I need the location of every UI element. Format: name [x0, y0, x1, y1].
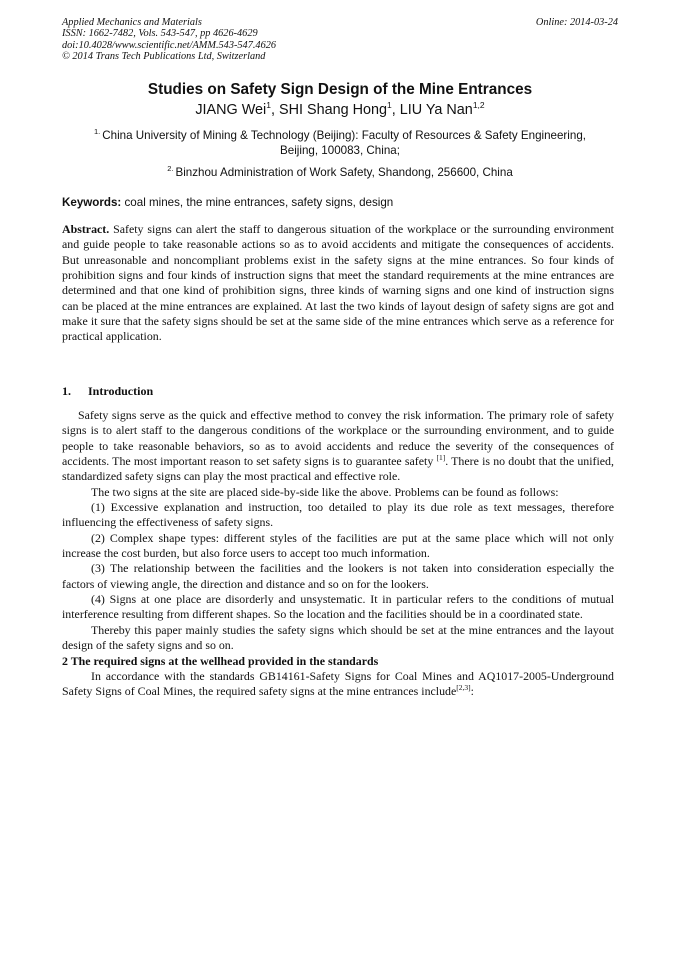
journal-doi: doi:10.4028/www.scientific.net/AMM.543-547.4626: [62, 39, 277, 51]
author-list: [62, 101, 618, 119]
citation: [1]: [436, 453, 446, 463]
keywords: [62, 195, 618, 210]
abstract-text: Safety signs can alert the staff to dangerous situation of the workplace or the surrounding environment and guide people to take reasonable actions so as to avoid accidents and mitigate the consequences of accidents. But unreasonable and noncompliant problems exist in the safety signs at the mine entrances. So four kinds of prohibition signs and four kinds of instruction signs that meet the standard requirements at the mine entrances are determined and that one kind of prohibition signs, three kinds of warning signs and one kind of instruction signs can be placed at the mine entrances are explained. At last the two kinds of layout design of safety signs are got and make it sure that the safety signs should be set at the same side of the mine entrances which serve as a reference for practical application.: [62, 222, 614, 344]
paragraph-text: Safety signs serve as the quick and effective method to convey the risk information. The primary role of safety signs is to alert staff to the dangerous conditions of the workplace or the surrounding environment, and to guide people to take reasonable behaviors, so as to avoid accidents and reduce the severity of the consequences of accidents. The most important reason to set safety signs is to guarantee safety: [62, 408, 614, 469]
section-number: 1.: [62, 384, 71, 398]
affiliation-mark: 2.: [167, 164, 174, 173]
introduction-body: [62, 408, 614, 700]
affiliation-text: Beijing, 100083, China;: [280, 144, 400, 157]
author-separator: ,: [270, 102, 279, 118]
online-date: Online: 2014-03-24: [535, 17, 618, 28]
section-heading-required-signs: 2 The required signs at the wellhead provided in the standards: [62, 653, 379, 668]
author-separator: ,: [391, 102, 400, 118]
paragraph: Thereby this paper mainly studies the safety signs which should be set at the mine entrances and the layout design of the safety signs and so on.: [62, 622, 614, 653]
citation: [2,3]: [456, 683, 471, 693]
keywords-text: coal mines, the mine entrances, safety signs, design: [121, 196, 394, 209]
section-heading-introduction: [62, 384, 153, 399]
paragraph: (4) Signs at one place are disorderly and unsystematic. It in particular refers to the conditions of mutual interference resulting from different shapes. So the location and the facilities should be in a coordinated state.: [62, 592, 614, 622]
journal-name: Applied Mechanics and Materials: [62, 17, 202, 28]
author-name: JIANG Wei: [195, 102, 267, 118]
affiliation-2: [62, 165, 618, 180]
author-affiliation-mark: 1: [387, 100, 392, 110]
affiliation-text: China University of Mining & Technology (Beijing): Faculty of Resources & Safety Engineering,: [102, 129, 586, 142]
affiliation-mark: 1.: [93, 127, 101, 136]
journal-info: [62, 17, 618, 62]
paragraph-text: . There is no doubt that the unified, standardized safety signs can play the most practical and effective role.: [62, 454, 614, 484]
paragraph: (3) The relationship between the facilities and the lookers is not taken into consideration especially the factors of viewing angle, the direction and distance and so on for the lookers.: [62, 561, 614, 591]
paragraph: (1) Excessive explanation and instruction, too detailed to play its due role as text messages, therefore influencing the effectiveness of safety signs.: [62, 500, 614, 530]
journal-copyright: © 2014 Trans Tech Publications Ltd, Switzerland: [62, 50, 266, 62]
author-affiliation-mark: 1: [266, 100, 271, 110]
paragraph: (2) Complex shape types: different styles of the facilities are put at the same place which will not only increase the cost burden, but also force users to accept too much information.: [62, 530, 614, 561]
paragraph-text: In accordance with the standards GB14161-Safety Signs for Coal Mines and AQ1017-2005-Underground Safety Signs of Coal Mines, the required safety signs at the mine entrances include: [62, 668, 614, 699]
keywords-label: Keywords:: [62, 196, 122, 209]
paper-title: Studies on Safety Sign Design of the Mine Entrances: [147, 81, 533, 98]
affiliation-1: [62, 128, 618, 158]
author-affiliation-mark: 1,2: [472, 100, 485, 110]
abstract: [62, 222, 614, 345]
journal-issn: ISSN: 1662-7482, Vols. 543-547, pp 4626-4629: [62, 28, 258, 40]
paragraph: The two signs at the site are placed side-by-side like the above. Problems can be found as follows:: [91, 484, 559, 499]
section-title: Introduction: [88, 384, 154, 398]
paragraph: [62, 408, 614, 485]
affiliation-text: Binzhou Administration of Work Safety, Shandong, 256600, China: [175, 166, 513, 179]
paragraph: [62, 669, 614, 700]
abstract-label: Abstract.: [62, 222, 110, 236]
author-name: LIU Ya Nan: [399, 102, 473, 118]
paragraph-text: :: [470, 684, 474, 699]
author-name: SHI Shang Hong: [278, 102, 387, 118]
journal-header: [62, 17, 618, 62]
